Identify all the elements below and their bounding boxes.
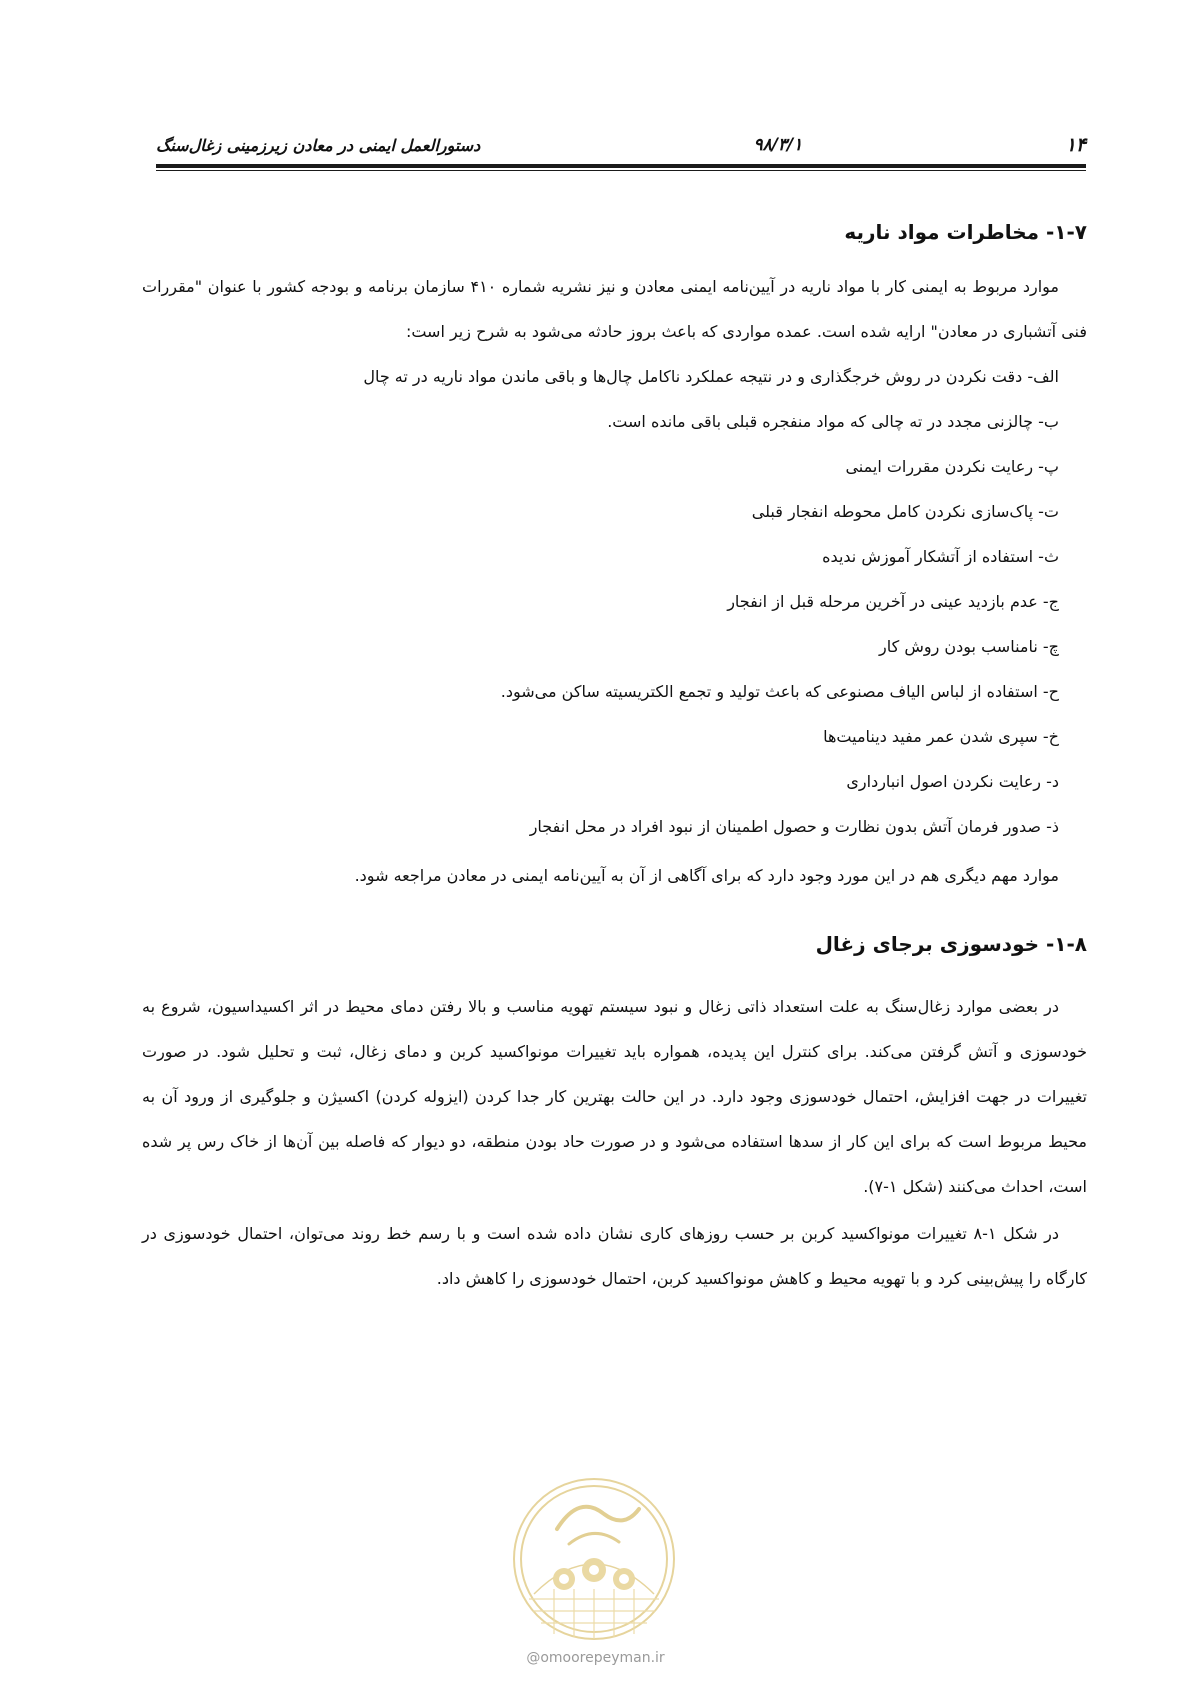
header-rule-thin <box>156 170 1086 171</box>
section-heading-spontaneous-combustion: ۱-۸- خودسوزی برجای زغال <box>815 932 1087 956</box>
section2-paragraph-1: در بعضی موارد زغال‌سنگ به علت استعداد ذاتی زغال و نبود سیستم تهویه مناسب و بالا رفتن دمای محیط در اثر اکسیداسیون، شروع به خودسوزی و آتش گرفتن می‌کند. برای کنترل این پدیده، همواره باید تغییرات مونواکسید کربن و دمای زغال، ثبت و تحلیل شود. در صورت تغییرات در جهت افزایش، احتمال خودسوزی وجود دارد. در این حالت بهترین کار جدا کردن (ایزوله کردن) اکسیژن و جلوگیری از ورود آن به محیط مربوط است که برای این کار از سدها استفاده می‌شود و در صورت حاد بودن منطقه، دو دیوار که فاصله بین آن‌ها از خاک رس پر شده است، احداث می‌کنند (شکل ۱-۷). <box>142 997 1087 1196</box>
list-item: پ- رعایت نکردن مقررات ایمنی <box>845 457 1059 476</box>
list-item: چ- نامناسب بودن روش کار <box>879 637 1059 656</box>
list-item: ذ- صدور فرمان آتش بدون نظارت و حصول اطمینان از نبود افراد در محل انفجار <box>529 817 1059 836</box>
list-item: ت- پاک‌سازی نکردن کامل محوطه انفجار قبلی <box>751 502 1059 521</box>
section1-closing-paragraph: موارد مهم دیگری هم در این مورد وجود دارد که برای آگاهی از آن به آیین‌نامه ایمنی در معادن مراجعه شود. <box>354 866 1059 885</box>
header-rule-thick <box>156 164 1086 168</box>
section2-paragraph-2: در شکل ۱-۸ تغییرات مونواکسید کربن بر حسب روزهای کاری نشان داده شده است و با رسم خط روند می‌توان، احتمال خودسوزی در کارگاه را پیش‌بینی کرد و با تهویه محیط و کاهش مونواکسید کربن، احتمال خودسوزی را کاهش داد. <box>142 1224 1087 1288</box>
list-item: خ- سپری شدن عمر مفید دینامیت‌ها <box>823 727 1059 746</box>
publisher-logo-watermark <box>509 1474 679 1644</box>
section-heading-explosives: ۱-۷- مخاطرات مواد ناریه <box>844 220 1087 244</box>
list-item: د- رعایت نکردن اصول انبارداری <box>846 772 1059 791</box>
list-item: ث- استفاده از آتشکار آموزش ندیده <box>822 547 1059 566</box>
list-item: ب- چالزنی مجدد در ته چالی که مواد منفجره قبلی باقی مانده است. <box>607 412 1059 431</box>
hazard-list <box>142 354 1087 849</box>
page-body <box>142 212 1087 1301</box>
list-item: الف- دقت نکردن در روش خرجگذاری و در نتیجه عملکرد ناکامل چال‌ها و باقی ماندن مواد ناریه در ته چال <box>363 367 1059 386</box>
header-title: دستورالعمل ایمنی در معادن زیرزمینی زغال‌سنگ <box>156 135 481 155</box>
list-item: ج- عدم بازدید عینی در آخرین مرحله قبل از انفجار <box>727 592 1059 611</box>
watermark-url: @omoorepeyman.ir <box>526 1650 665 1666</box>
page-number: ۱۴ <box>1065 134 1086 156</box>
list-item: ح- استفاده از لباس الیاف مصنوعی که باعث تولید و تجمع الکتریسیته ساکن می‌شود. <box>500 682 1059 701</box>
page-header <box>156 128 1086 162</box>
section1-intro-paragraph: موارد مربوط به ایمنی کار با مواد ناریه در آیین‌نامه ایمنی معادن و نیز نشریه شماره ۴۱۰ سازمان برنامه و بودجه کشور با عنوان "مقررات فنی آتشباری در معادن" ارایه شده است. عمده مواردی که باعث بروز حادثه می‌شود به شرح زیر است: <box>142 277 1087 341</box>
header-date: ۹۸/۳/۱ <box>753 135 803 155</box>
